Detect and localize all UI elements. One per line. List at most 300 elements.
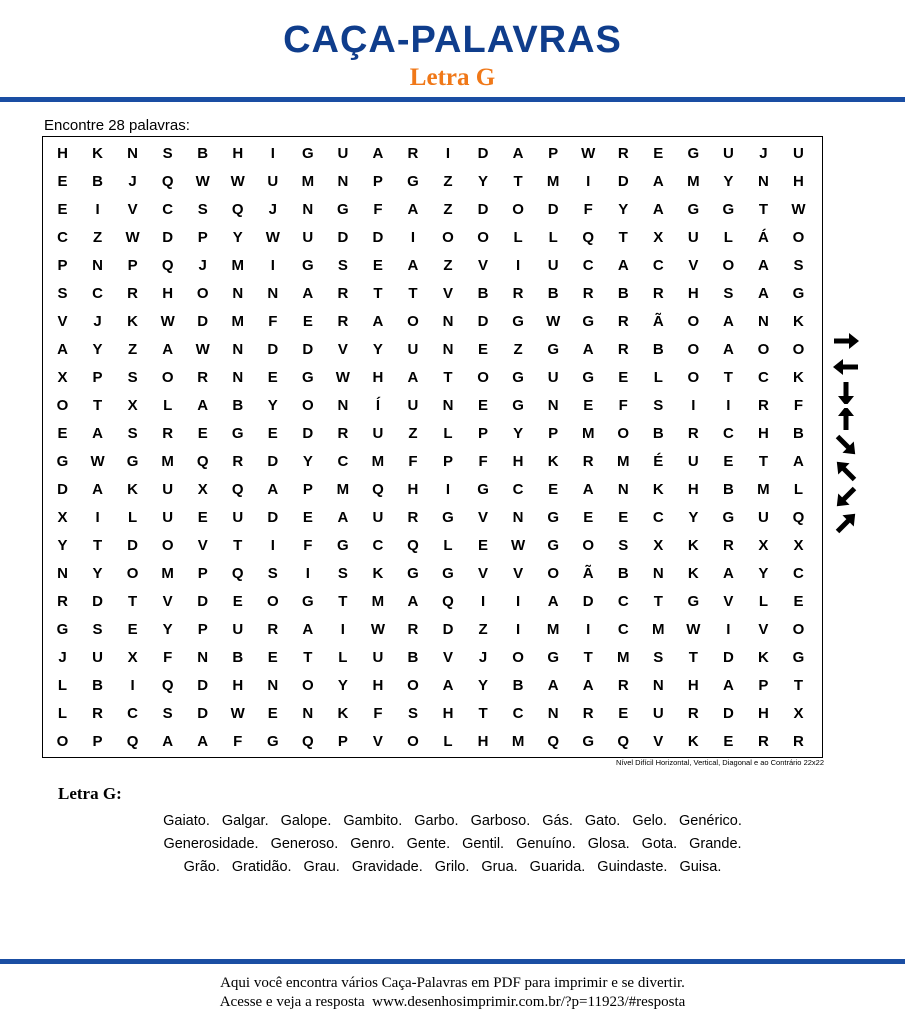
grid-cell[interactable]: Y [688,508,699,526]
grid-cell[interactable]: A [582,480,594,498]
grid-cell[interactable]: K [372,564,384,582]
grid-cell[interactable]: V [758,620,769,638]
grid-cell[interactable]: O [302,676,314,694]
grid-cell[interactable]: T [758,452,769,470]
grid-cell[interactable]: P [302,480,313,498]
grid-cell[interactable]: O [407,312,419,330]
grid-cell[interactable]: K [687,732,699,750]
grid-cell[interactable]: H [232,144,244,162]
grid-cell[interactable]: C [372,536,384,554]
grid-cell[interactable]: D [162,228,174,246]
grid-cell[interactable]: R [617,312,629,330]
grid-cell[interactable]: O [196,284,209,302]
grid-cell[interactable]: R [337,424,349,442]
grid-cell[interactable]: A [652,172,664,190]
grid-cell[interactable]: S [653,648,664,666]
grid-cell[interactable]: X [127,396,138,414]
grid-cell[interactable]: G [266,732,279,750]
grid-cell[interactable]: L [653,368,663,386]
grid-cell[interactable]: Q [442,592,454,610]
grid-cell[interactable]: P [127,256,138,274]
grid-cell[interactable]: G [302,256,314,274]
grid-cell[interactable]: X [653,228,664,246]
grid-cell[interactable]: A [337,508,349,526]
grid-cell[interactable]: M [371,452,385,470]
grid-cell[interactable]: W [230,704,245,722]
grid-cell[interactable]: U [92,648,103,666]
grid-cell[interactable]: O [757,340,770,358]
grid-cell[interactable]: T [408,284,418,302]
grid-cell[interactable]: K [652,480,664,498]
grid-cell[interactable]: N [267,284,279,302]
grid-cell[interactable]: F [268,312,278,330]
grid-cell[interactable]: P [372,172,383,190]
grid-cell[interactable]: N [442,340,454,358]
grid-cell[interactable]: V [723,592,734,610]
grid-cell[interactable]: U [372,648,384,666]
grid-cell[interactable]: F [303,536,313,554]
grid-cell[interactable]: A [722,340,734,358]
grid-cell[interactable]: N [232,340,244,358]
grid-cell[interactable]: C [512,704,524,722]
grid-cell[interactable]: O [582,536,595,554]
grid-cell[interactable]: G [547,340,559,358]
grid-cell[interactable]: Z [92,228,103,246]
grid-cell[interactable]: V [443,648,454,666]
grid-cell[interactable]: L [163,396,173,414]
grid-cell[interactable]: C [57,228,68,246]
grid-cell[interactable]: Q [302,732,314,750]
grid-cell[interactable]: O [722,256,735,274]
grid-cell[interactable]: N [337,172,349,190]
grid-cell[interactable]: W [546,312,561,330]
grid-cell[interactable]: I [130,676,135,694]
grid-cell[interactable]: K [687,564,699,582]
grid-cell[interactable]: S [407,704,418,722]
grid-cell[interactable]: W [581,144,596,162]
grid-cell[interactable]: Q [126,732,139,750]
grid-cell[interactable]: C [582,256,594,274]
grid-cell[interactable]: F [233,732,243,750]
grid-cell[interactable]: G [687,592,700,610]
grid-cell[interactable]: E [653,144,664,162]
grid-cell[interactable]: O [792,340,805,358]
grid-cell[interactable]: T [338,592,348,610]
grid-cell[interactable]: P [92,368,103,386]
grid-cell[interactable]: M [616,452,630,470]
grid-cell[interactable]: E [478,396,489,414]
grid-cell[interactable]: A [407,200,419,218]
grid-cell[interactable]: M [757,480,770,498]
grid-cell[interactable]: K [793,368,804,386]
grid-cell[interactable]: W [230,172,245,190]
grid-cell[interactable]: N [232,284,244,302]
grid-cell[interactable]: H [758,704,769,722]
grid-cell[interactable]: W [265,228,280,246]
grid-cell[interactable]: N [617,480,629,498]
grid-cell[interactable]: M [371,592,385,610]
grid-cell[interactable]: Q [547,732,559,750]
grid-cell[interactable]: D [267,508,279,526]
grid-cell[interactable]: B [92,172,103,190]
grid-cell[interactable]: J [268,200,277,218]
grid-cell[interactable]: U [162,480,174,498]
grid-cell[interactable]: A [162,732,174,750]
grid-cell[interactable]: A [442,676,454,694]
grid-cell[interactable]: G [547,508,559,526]
grid-cell[interactable]: V [197,536,208,554]
grid-cell[interactable]: L [338,648,348,666]
grid-cell[interactable]: E [478,536,489,554]
grid-cell[interactable]: E [267,424,278,442]
grid-cell[interactable]: Y [302,452,313,470]
grid-cell[interactable]: A [617,256,629,274]
grid-cell[interactable]: V [57,312,68,330]
grid-cell[interactable]: M [161,564,174,582]
grid-cell[interactable]: J [198,256,207,274]
grid-cell[interactable]: R [758,396,769,414]
grid-cell[interactable]: R [407,144,419,162]
grid-cell[interactable]: O [442,228,454,246]
grid-cell[interactable]: B [477,284,489,302]
grid-cell[interactable]: A [722,564,734,582]
grid-cell[interactable]: Y [723,172,734,190]
grid-cell[interactable]: G [407,564,419,582]
grid-cell[interactable]: C [758,368,769,386]
grid-cell[interactable]: T [688,648,698,666]
grid-cell[interactable]: Ã [582,564,594,582]
grid-cell[interactable]: N [547,704,559,722]
grid-cell[interactable]: R [582,704,594,722]
grid-cell[interactable]: S [337,564,348,582]
grid-cell[interactable]: L [57,704,68,722]
grid-cell[interactable]: A [372,144,384,162]
grid-cell[interactable]: L [758,592,769,610]
grid-cell[interactable]: R [407,508,419,526]
grid-cell[interactable]: C [617,620,629,638]
grid-cell[interactable]: E [302,312,313,330]
grid-cell[interactable]: W [125,228,140,246]
grid-cell[interactable]: E [267,648,278,666]
grid-cell[interactable]: Y [618,200,629,218]
grid-cell[interactable]: U [687,452,699,470]
grid-cell[interactable]: R [758,732,769,750]
grid-cell[interactable]: Y [92,564,103,582]
grid-cell[interactable]: C [127,704,139,722]
grid-cell[interactable]: Q [196,452,209,470]
grid-cell[interactable]: F [478,452,488,470]
grid-cell[interactable]: A [407,592,419,610]
grid-cell[interactable]: R [652,284,664,302]
grid-cell[interactable]: G [582,312,595,330]
grid-cell[interactable]: O [792,620,805,638]
grid-cell[interactable]: V [688,256,699,274]
grid-cell[interactable]: A [57,340,68,358]
grid-cell[interactable]: K [92,144,103,162]
grid-cell[interactable]: D [722,648,734,666]
grid-cell[interactable]: O [266,592,279,610]
grid-cell[interactable]: L [57,676,68,694]
grid-cell[interactable]: D [92,592,103,610]
grid-cell[interactable]: A [407,368,419,386]
grid-cell[interactable]: M [687,172,700,190]
grid-cell[interactable]: A [302,284,314,302]
grid-cell[interactable]: A [92,424,103,442]
grid-cell[interactable]: Q [161,172,174,190]
grid-cell[interactable]: F [408,452,418,470]
grid-cell[interactable]: Q [161,256,174,274]
grid-cell[interactable]: B [407,648,419,666]
grid-cell[interactable]: U [547,256,559,274]
grid-cell[interactable]: X [653,536,664,554]
grid-cell[interactable]: E [127,620,138,638]
grid-cell[interactable]: L [128,508,138,526]
grid-cell[interactable]: B [652,340,664,358]
grid-cell[interactable]: R [267,620,279,638]
grid-cell[interactable]: S [618,536,629,554]
grid-cell[interactable]: D [722,704,734,722]
grid-cell[interactable]: E [302,508,313,526]
grid-cell[interactable]: H [793,172,804,190]
grid-cell[interactable]: D [127,536,139,554]
grid-cell[interactable]: U [232,620,244,638]
grid-cell[interactable]: M [231,256,244,274]
grid-cell[interactable]: E [723,732,734,750]
grid-cell[interactable]: Q [231,564,244,582]
grid-cell[interactable]: S [57,284,68,302]
grid-cell[interactable]: U [547,368,559,386]
grid-cell[interactable]: N [652,676,664,694]
grid-cell[interactable]: E [618,704,629,722]
grid-cell[interactable]: V [127,200,138,218]
grid-cell[interactable]: H [57,144,68,162]
grid-cell[interactable]: M [161,452,174,470]
grid-cell[interactable]: T [233,536,243,554]
grid-cell[interactable]: G [512,312,524,330]
grid-cell[interactable]: E [583,396,594,414]
grid-cell[interactable]: U [652,704,664,722]
grid-cell[interactable]: L [548,228,558,246]
grid-cell[interactable]: A [722,676,734,694]
grid-cell[interactable]: B [617,284,629,302]
grid-cell[interactable]: L [443,536,453,554]
grid-cell[interactable]: B [232,396,244,414]
grid-cell[interactable]: X [197,480,208,498]
grid-cell[interactable]: V [162,592,173,610]
grid-cell[interactable]: T [758,200,769,218]
grid-cell[interactable]: P [57,256,68,274]
grid-cell[interactable]: N [232,368,244,386]
grid-cell[interactable]: R [617,340,629,358]
grid-cell[interactable]: D [337,228,349,246]
grid-cell[interactable]: U [722,144,734,162]
grid-cell[interactable]: G [302,592,314,610]
grid-cell[interactable]: T [128,592,138,610]
grid-cell[interactable]: T [653,592,663,610]
grid-cell[interactable]: J [759,144,768,162]
grid-cell[interactable]: P [197,228,208,246]
grid-cell[interactable]: Q [617,732,630,750]
grid-cell[interactable]: X [57,508,68,526]
grid-cell[interactable]: E [57,200,68,218]
grid-cell[interactable]: R [57,592,68,610]
grid-cell[interactable]: D [477,200,489,218]
grid-cell[interactable]: O [56,396,69,414]
grid-cell[interactable]: H [477,732,489,750]
grid-cell[interactable]: E [197,424,208,442]
grid-cell[interactable]: V [478,564,489,582]
grid-cell[interactable]: R [162,424,174,442]
grid-cell[interactable]: É [653,452,664,470]
grid-cell[interactable]: T [373,284,383,302]
grid-cell[interactable]: U [793,144,804,162]
grid-cell[interactable]: A [652,200,664,218]
grid-cell[interactable]: W [195,340,210,358]
grid-cell[interactable]: P [443,452,454,470]
grid-cell[interactable]: I [410,228,416,246]
grid-cell[interactable]: C [722,424,734,442]
grid-cell[interactable]: A [722,312,734,330]
grid-cell[interactable]: B [197,144,209,162]
grid-cell[interactable]: A [162,340,174,358]
grid-cell[interactable]: H [512,452,524,470]
grid-cell[interactable]: U [372,508,384,526]
grid-cell[interactable]: I [586,172,591,190]
grid-cell[interactable]: M [652,620,665,638]
grid-cell[interactable]: K [687,536,699,554]
grid-cell[interactable]: P [548,144,559,162]
grid-cell[interactable]: A [92,480,103,498]
grid-cell[interactable]: Y [92,340,103,358]
grid-cell[interactable]: C [337,452,349,470]
grid-cell[interactable]: F [618,396,628,414]
grid-cell[interactable]: M [546,620,560,638]
grid-cell[interactable]: V [337,340,348,358]
grid-cell[interactable]: G [56,452,69,470]
grid-cell[interactable]: N [442,396,454,414]
grid-cell[interactable]: X [127,648,138,666]
grid-cell[interactable]: E [478,340,489,358]
grid-cell[interactable]: P [478,424,489,442]
grid-cell[interactable]: G [722,508,735,526]
grid-cell[interactable]: O [512,200,524,218]
grid-cell[interactable]: G [337,200,349,218]
grid-cell[interactable]: N [57,564,68,582]
grid-cell[interactable]: T [303,648,313,666]
grid-cell[interactable]: T [443,368,453,386]
grid-cell[interactable]: Y [478,676,489,694]
grid-cell[interactable]: M [546,172,560,190]
grid-cell[interactable]: S [127,424,138,442]
grid-cell[interactable]: U [302,228,314,246]
grid-cell[interactable]: H [442,704,454,722]
grid-cell[interactable]: P [92,732,103,750]
grid-cell[interactable]: E [57,172,68,190]
grid-cell[interactable]: T [513,172,523,190]
grid-cell[interactable]: A [547,592,559,610]
grid-cell[interactable]: C [92,284,103,302]
grid-cell[interactable]: I [516,620,521,638]
grid-cell[interactable]: M [231,312,244,330]
grid-cell[interactable]: G [302,368,314,386]
grid-cell[interactable]: D [582,592,594,610]
grid-cell[interactable]: R [127,284,139,302]
grid-cell[interactable]: I [340,620,345,638]
grid-cell[interactable]: N [758,312,769,330]
grid-cell[interactable]: Q [372,480,384,498]
grid-cell[interactable]: R [337,284,349,302]
grid-cell[interactable]: F [793,396,804,414]
grid-cell[interactable]: H [232,676,244,694]
grid-cell[interactable]: F [583,200,593,218]
grid-cell[interactable]: R [407,620,419,638]
grid-cell[interactable]: V [372,732,383,750]
grid-cell[interactable]: U [407,340,419,358]
grid-cell[interactable]: G [687,144,700,162]
grid-cell[interactable]: Z [443,172,453,190]
grid-cell[interactable]: Y [337,676,348,694]
grid-cell[interactable]: H [372,676,384,694]
grid-cell[interactable]: I [270,256,275,274]
grid-cell[interactable]: Q [582,228,595,246]
grid-cell[interactable]: I [445,480,451,498]
grid-cell[interactable]: I [95,508,100,526]
grid-cell[interactable]: E [583,508,594,526]
grid-cell[interactable]: E [232,592,243,610]
grid-cell[interactable]: T [723,368,733,386]
letter-grid[interactable] [42,136,823,758]
grid-cell[interactable]: G [442,508,454,526]
grid-cell[interactable]: R [617,676,629,694]
grid-cell[interactable]: T [478,704,488,722]
grid-cell[interactable]: G [582,368,595,386]
grid-cell[interactable]: A [512,144,524,162]
grid-cell[interactable]: A [793,452,804,470]
grid-cell[interactable]: A [302,620,314,638]
grid-cell[interactable]: O [687,368,700,386]
grid-cell[interactable]: C [617,592,629,610]
grid-cell[interactable]: S [92,620,103,638]
grid-cell[interactable]: L [443,732,453,750]
grid-cell[interactable]: W [370,620,386,638]
grid-cell[interactable]: Y [57,536,68,554]
grid-cell[interactable]: R [687,704,699,722]
grid-cell[interactable]: W [90,452,105,470]
grid-cell[interactable]: D [197,592,209,610]
grid-cell[interactable]: E [723,452,734,470]
grid-cell[interactable]: O [687,312,700,330]
grid-cell[interactable]: I [480,592,486,610]
grid-cell[interactable]: I [726,396,731,414]
grid-cell[interactable]: W [160,312,175,330]
grid-cell[interactable]: A [758,284,769,302]
grid-cell[interactable]: S [127,368,138,386]
grid-cell[interactable]: D [267,340,279,358]
grid-cell[interactable]: S [337,256,348,274]
grid-cell[interactable]: J [478,648,488,666]
grid-cell[interactable]: F [373,704,383,722]
grid-cell[interactable]: H [687,284,699,302]
grid-cell[interactable]: Y [267,396,278,414]
grid-cell[interactable]: O [161,368,174,386]
grid-cell[interactable]: Q [792,508,805,526]
grid-cell[interactable]: I [586,620,591,638]
grid-cell[interactable]: J [93,312,102,330]
grid-cell[interactable]: C [162,200,174,218]
grid-cell[interactable]: A [197,396,209,414]
grid-cell[interactable]: R [617,144,629,162]
grid-cell[interactable]: F [163,648,173,666]
